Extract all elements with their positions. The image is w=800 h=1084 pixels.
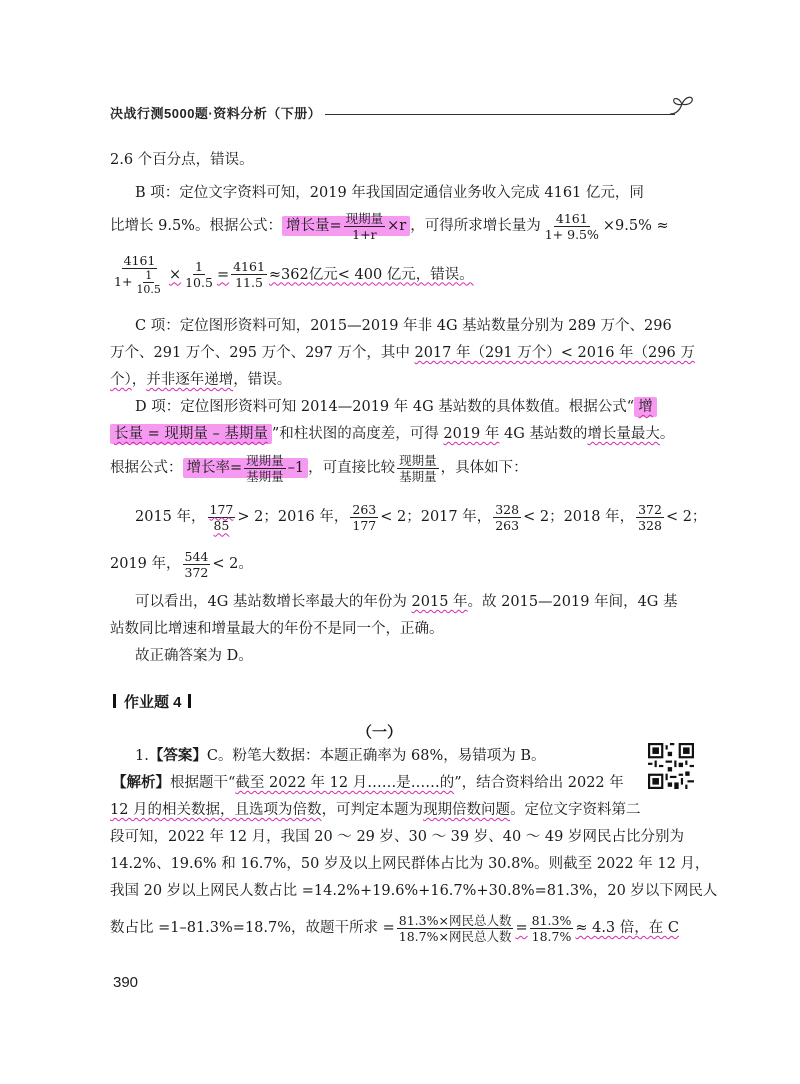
running-header: 决战行测5000题·资料分析（下册） (110, 106, 322, 121)
text-line (110, 343, 695, 363)
numerator: 1 (145, 269, 153, 282)
text-line: 段可知，2022 年 12 月，我国 20 ～ 29 岁、30 ～ 39 岁、40 ～ 49 岁网民占比分别为 (110, 829, 684, 845)
numerator: 263 (352, 501, 377, 517)
fraction (183, 549, 211, 580)
fraction (344, 211, 386, 242)
bar-decoration (188, 694, 191, 708)
denominator: 177 (352, 517, 377, 533)
numerator: 544 (184, 548, 209, 564)
text: 增长量= (285, 218, 342, 234)
denominator: 85 (213, 517, 230, 533)
text-line (110, 909, 679, 947)
highlighted-text: 增 (634, 397, 657, 417)
text: ，具体如下： (440, 460, 528, 476)
text-line (110, 424, 674, 444)
numerator: 4161 (555, 210, 588, 226)
fraction (134, 269, 163, 296)
text: 。定位文字资料第二 (510, 802, 641, 818)
denominator: 372 (184, 564, 209, 580)
bar-decoration (113, 694, 116, 708)
text: 4G 基站数的 (499, 426, 588, 442)
numerator: 4161 (123, 253, 156, 268)
numerator: 328 (495, 501, 520, 517)
underlined-text: 2015 年 (411, 594, 468, 610)
underlined-text: 2017 年（291 万个）< 2016 年（296 万 (414, 345, 695, 361)
formula-highlight (183, 452, 309, 484)
underlined-text: 现期倍数问题 (423, 802, 511, 818)
text: ×9.5% ≈ (602, 218, 669, 234)
fraction (208, 502, 236, 533)
underlined-text: 并非逐年递增 (146, 372, 234, 388)
text: 数占比 =1–81.3%=18.7%，故题干所求 = (110, 920, 395, 936)
sub-section-title: （一） (357, 723, 403, 741)
text: < 2； (665, 509, 707, 525)
analysis-label: 【解析】 (112, 774, 170, 791)
text-line: C 项：定位图形资料可知，2015—2019 年非 4G 基站数量分别为 289 万个、296 (135, 318, 672, 334)
text-line: 站数同比增速和增量最大的年份不是同一个，正确。 (110, 621, 444, 637)
section-title-text: 作业题 4 (124, 694, 182, 711)
text-line (110, 800, 641, 820)
text: C。粉笔大数据：本题正确率为 68%，易错项为 B。 (206, 748, 546, 764)
text: ”，结合资料给出 2022 年 (454, 775, 624, 791)
denominator: 328 (638, 517, 662, 533)
sprout-icon (668, 92, 698, 116)
numerator: 1 (195, 259, 203, 274)
section-title (113, 691, 191, 712)
text-line: B 项：定位文字资料可知，2019 年我国固定通信业务收入完成 4161 亿元，同 (135, 185, 644, 201)
denominator: 10.5 (185, 275, 213, 290)
text: 根据公式： (110, 460, 183, 476)
text-line: 故正确答案为 D。 (135, 648, 253, 664)
text: 可以看出，4G 基站数增长率最大的年份为 (135, 594, 412, 610)
text: × (168, 266, 182, 283)
text: = (216, 266, 230, 283)
text: ， (131, 372, 147, 388)
text-line (135, 397, 657, 417)
header-rule (325, 114, 675, 115)
fraction (493, 502, 521, 533)
denominator: 18.7% (531, 928, 572, 944)
denominator: 基期量 (246, 468, 284, 484)
denominator: 基期量 (399, 468, 437, 484)
text-line (135, 498, 706, 536)
text-line (135, 746, 546, 766)
qr-code-icon (648, 743, 694, 789)
denominator (112, 269, 167, 296)
text: ，可判定本题为 (321, 802, 424, 818)
text-line: 我国 20 岁以上网民人数占比 =14.2%+19.6%+16.7%+30.8%=81.3%，20 岁以下网民人 (110, 883, 718, 899)
underlined-text: 个） (110, 372, 132, 388)
text: 1+ (114, 274, 133, 289)
text: 2019 年， (110, 556, 181, 572)
text-line (110, 370, 291, 390)
highlighted-text: 长量 = 现期量 – 基期量 (110, 424, 272, 444)
text-line: 14.2%、19.6% 和 16.7%，50 岁及以上网民群体占比为 30.8%。则截至 2022 年 12 月， (110, 856, 710, 872)
underlined-text: 12 月的相关数据，且选项为倍数 (110, 802, 322, 818)
text: ，错误。 (233, 372, 292, 388)
denominator: 1+r (352, 226, 377, 242)
text: 根据题干“ (170, 775, 236, 791)
numerator: 现期量 (246, 452, 284, 468)
fraction (350, 502, 378, 533)
numerator: 81.3%×网民总人数 (398, 912, 512, 928)
numerator: 177 (209, 501, 234, 517)
text: < 2。 (212, 556, 253, 572)
text: –1 (287, 460, 305, 476)
text: 万个、291 万个、295 万个、297 万个，其中 (110, 345, 415, 361)
text: ，可直接比较 (308, 460, 396, 476)
numerator: 372 (638, 501, 662, 517)
fraction (231, 259, 267, 290)
text-line (110, 545, 253, 583)
text: 1. (135, 748, 149, 764)
underlined-formula (395, 912, 679, 944)
underlined-text: 增长量最大 (587, 426, 660, 442)
text: D 项：定位图形资料可知 2014—2019 年 4G 基站数的具体数值。根据公式“ (135, 399, 635, 415)
formula-highlight (282, 210, 410, 242)
text: ，可得所求增长量为 (410, 218, 541, 234)
fraction (530, 913, 574, 944)
fraction (244, 453, 286, 484)
fraction (112, 253, 167, 296)
text-line (135, 592, 678, 612)
numerator: 4161 (233, 259, 265, 274)
answer-label: 【答案】 (148, 747, 207, 764)
fraction (183, 259, 215, 290)
text: ≈362亿元< 400 亿元，错误。 (268, 266, 474, 283)
text: > 2；2016 年， (237, 509, 349, 525)
text: ”和柱状图的高度差，可得 (271, 426, 444, 442)
denominator: 18.7%×网民总人数 (398, 928, 512, 944)
text-line (110, 451, 528, 485)
denominator: 11.5 (235, 275, 263, 290)
underlined-text: 2019 年 (443, 426, 500, 442)
denominator: 10.5 (136, 283, 161, 296)
text: 增长率= (186, 460, 243, 476)
fraction (543, 211, 601, 242)
underlined-formula (110, 253, 474, 296)
numerator: 现期量 (399, 452, 437, 468)
fraction (397, 913, 514, 944)
denominator: 1+ 9.5% (544, 226, 599, 242)
denominator: 263 (495, 517, 520, 533)
text-line (110, 210, 669, 242)
text-line (112, 773, 624, 793)
text-line: 2.6 个百分点，错误。 (110, 152, 254, 168)
fraction (397, 453, 439, 484)
text: 。 (659, 426, 675, 442)
text: 2015 年， (135, 509, 206, 525)
text: ≈ 4.3 倍，在 C (575, 920, 679, 936)
text: 比增长 9.5%。根据公式： (110, 218, 282, 234)
text: < 2；2018 年， (523, 509, 635, 525)
numerator: 81.3% (531, 912, 572, 928)
text: ×r (387, 218, 407, 234)
numerator: 现期量 (345, 210, 384, 226)
page-number: 390 (113, 974, 139, 991)
text-line (110, 253, 474, 296)
text: 。故 2015—2019 年间，4G 基 (467, 594, 678, 610)
text: = (515, 920, 528, 936)
text: < 2；2017 年， (380, 509, 492, 525)
underlined-text: 截至 2022 年 12 月……是……的 (235, 775, 455, 791)
fraction (636, 502, 664, 533)
